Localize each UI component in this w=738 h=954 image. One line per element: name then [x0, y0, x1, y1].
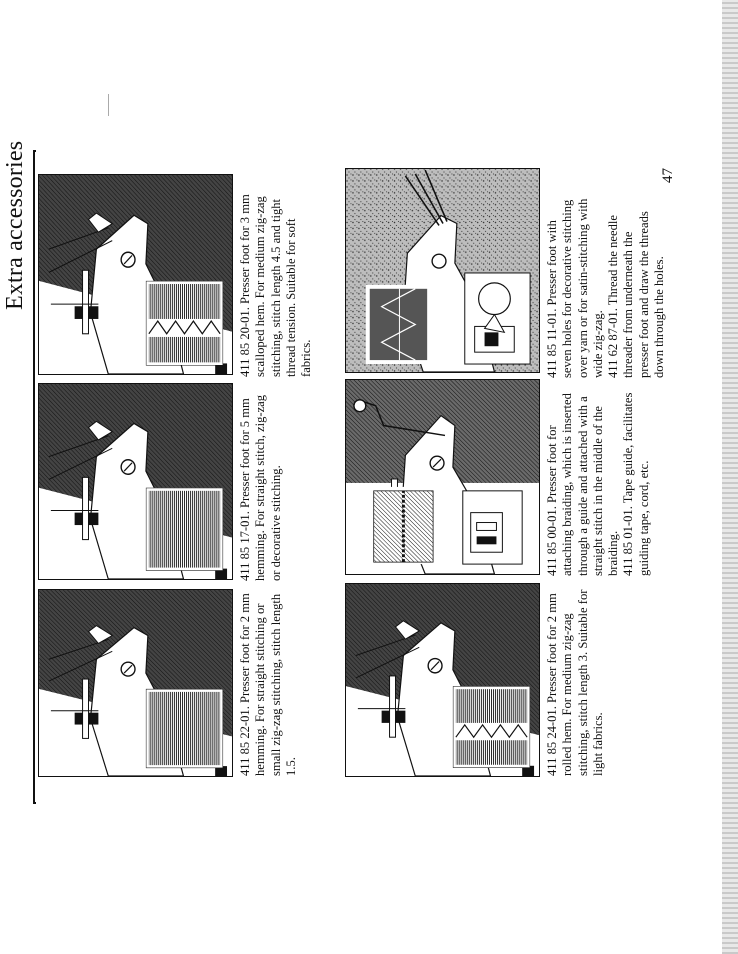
- figure-hemming-foot-2mm: [38, 589, 233, 777]
- hemming-foot-5mm-illustration: [39, 384, 232, 579]
- title-rule: [33, 150, 35, 804]
- braiding-foot-illustration: [346, 380, 539, 574]
- figure-rolled-hem-foot: [345, 583, 540, 777]
- caption-411-85-17-01: 411 85 17-01. Presser foot for 5 mm hemming. For straight stitch, zig-zag or decorative stitching.: [238, 394, 283, 581]
- left-edge-rule: [33, 803, 36, 805]
- hemming-foot-illustration: [39, 590, 232, 776]
- caption-411-85-24-01: 411 85 24-01. Presser foot for 2 mm rolled hem. For medium zig-zag stitching, stitch length 3. Suitable for light fabrics.: [545, 589, 605, 776]
- right-edge-rule: [33, 151, 36, 153]
- caption-411-85-22-01: 411 85 22-01. Presser foot for 2 mm hemming. For straight stitching or small zig-zag stitching, stitch length 1.5.: [238, 593, 298, 776]
- figure-scalloped-hem-foot: [38, 174, 233, 375]
- figure-hemming-foot-5mm: [38, 383, 233, 580]
- page-title: Extra accessories: [2, 140, 28, 310]
- page-number: 47: [660, 168, 676, 183]
- caption-411-85-20-01: 411 85 20-01. Presser foot for 3 mm scalloped hem. For medium zig-zag stitching, stitch length 4.5 and tight thread tension. Suitable for soft fabrics.: [238, 194, 314, 377]
- scan-speck: [108, 94, 109, 116]
- seven-hole-foot-illustration: [346, 169, 539, 372]
- scan-edge-shading: [722, 0, 738, 954]
- figure-braiding-foot: [345, 379, 540, 575]
- figure-seven-hole-foot: [345, 168, 540, 373]
- caption-411-85-11-01: 411 85 11-01. Presser foot with seven holes for decorative stitching over yarn or for satin-stitching with wide zig-zag. 411 62 87-01. Thread the needle threader from underneath the presser foot and draw the threads down through the holes.: [545, 198, 667, 378]
- scalloped-hem-illustration: [39, 175, 232, 374]
- caption-411-85-00-01: 411 85 00-01. Presser foot for attaching braiding, which is inserted through a guide and attached with a straight stitch in the middle of the braiding. 411 85 01-01. Tape guide, facilitates guiding tape, cord, etc.: [545, 392, 651, 576]
- rolled-hem-illustration: [346, 584, 539, 776]
